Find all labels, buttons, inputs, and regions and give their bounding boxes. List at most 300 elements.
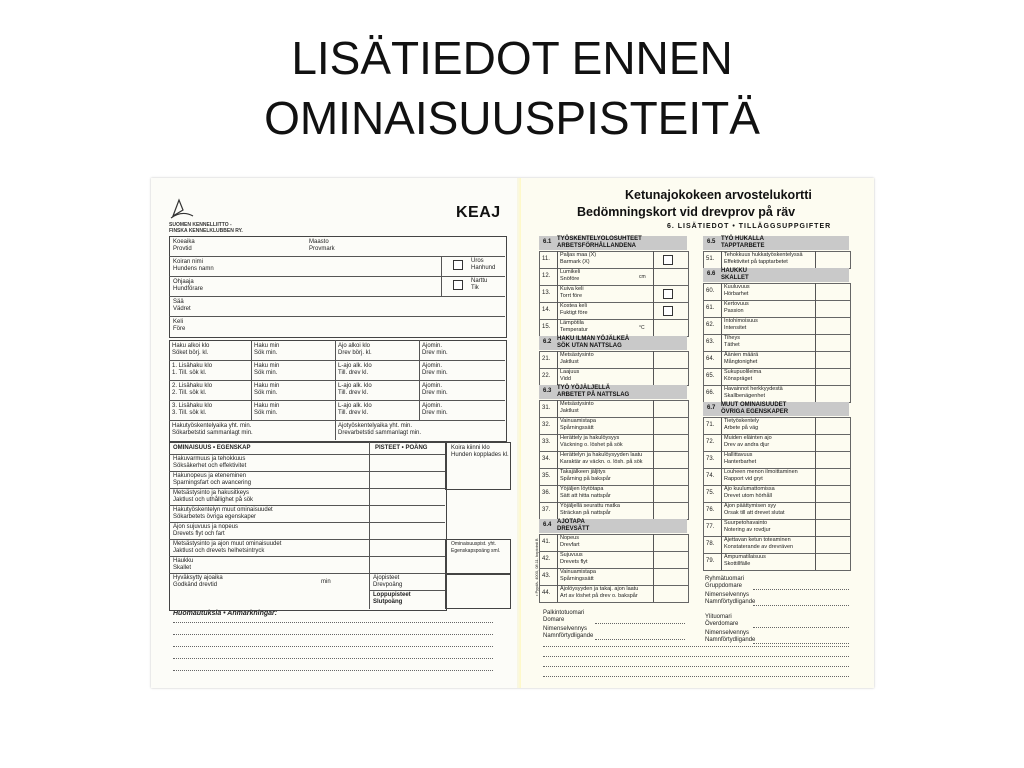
row-value-divider: [815, 519, 816, 536]
row-value-divider: [815, 351, 816, 368]
haku-3-d-fi: Ajomin.: [422, 403, 443, 409]
field-terrain-fi: Maasto: [309, 239, 329, 245]
row-value-divider: [815, 536, 816, 553]
col1-row-sv: Snöföre: [560, 276, 580, 282]
total-search-sv: Sökarbetstid sammanlagt min.: [172, 430, 253, 436]
row-value-divider: [815, 468, 816, 485]
row-value-divider: [815, 451, 816, 468]
prop-divider: [169, 522, 445, 523]
remark-line: [173, 634, 493, 635]
property-points-total-fi: Ominaisuuspist. yht.: [451, 541, 497, 547]
prop-5-sv: Jaktlust och drevets helhetsintryck: [173, 548, 265, 554]
row-num-divider: [721, 434, 722, 451]
row-num-divider: [721, 468, 722, 485]
col2-row-fi: Suurpetohavainto: [724, 520, 768, 526]
section-number: 6.6: [707, 271, 716, 277]
haku-total-col: [335, 420, 336, 440]
section-number: 6.1: [543, 239, 552, 245]
haku-0-b-fi: Haku min: [254, 343, 280, 349]
col1-row-number: 43.: [542, 573, 551, 579]
col2-row-number: 73.: [706, 456, 715, 462]
section-title: HAKU ILMAN YÖJÄLKEÄ SÖK UTAN NATTSLAG: [557, 336, 630, 349]
col2-row-number: 61.: [706, 305, 715, 311]
judge-right-1-sv: Namnförtydligande: [705, 599, 756, 605]
field-3-sv: Vädret: [173, 306, 191, 312]
col1-row-fi: Metsästysinto: [560, 401, 594, 407]
haku-row-divider: [169, 400, 505, 401]
row-num-divider: [557, 502, 558, 519]
row-num-divider: [557, 468, 558, 485]
row-num-divider: [557, 585, 558, 602]
col1-row-number: 35.: [542, 473, 551, 479]
judge-right-0-sv: Gruppdomare: [705, 583, 743, 589]
row-num-divider: [721, 536, 722, 553]
row-value-divider: [653, 568, 654, 585]
col2-row-number: 78.: [706, 541, 715, 547]
remark-line: [543, 676, 849, 677]
col1-row-fi: Nopeus: [560, 535, 579, 541]
col2-row-fi: Havainnot herkkyydestä: [724, 386, 783, 392]
col1-row-number: 41.: [542, 539, 551, 545]
org-name: SUOMEN KENNELLIITTO - FINSKA KENNELKLUBBEN RY.: [169, 222, 243, 234]
haku-3-c-fi: L-ajo alk. klo: [338, 403, 372, 409]
col2-row-sv: Effektivitet på tapptarbetet: [724, 259, 788, 265]
col1-row-fi: Sujuvuus: [560, 552, 583, 558]
haku-2-b-fi: Haku min: [254, 383, 280, 389]
col2-row-fi: Hallittavuus: [724, 452, 753, 458]
row-num-divider: [557, 434, 558, 451]
row-value-divider: [653, 351, 654, 368]
unit-label: cm: [639, 274, 646, 280]
section-title: TYÖSKENTELYOLOSUHTEET ARBETSFÖRHÅLLANDENA: [557, 236, 642, 249]
haku-row-divider: [169, 380, 505, 381]
row-num-divider: [721, 485, 722, 502]
col1-row-sv: Torrt före: [560, 293, 583, 299]
col1-row-fi: Laajuus: [560, 369, 580, 375]
row-value-divider: [653, 551, 654, 568]
signature-line: [595, 639, 685, 640]
prop-divider: [169, 556, 445, 557]
col2-section-head: [703, 268, 849, 282]
col1-row-sv: Drevets flyt: [560, 559, 588, 565]
haku-3-c-sv: Till. drev kl.: [338, 410, 369, 416]
total-drive-fi: Ajotyöskentelyaika yht. min.: [338, 423, 413, 429]
row-value-divider: [815, 417, 816, 434]
col2-row-number: 72.: [706, 439, 715, 445]
col2-row-number: 77.: [706, 524, 715, 530]
col2-row-number: 63.: [706, 339, 715, 345]
haku-total-divider: [169, 420, 505, 421]
section-number: 6.7: [707, 405, 716, 411]
row-num-divider: [557, 551, 558, 568]
haku-0-b-sv: Sök min.: [254, 350, 278, 356]
prop-divider: [169, 573, 445, 574]
col2-row-sv: Mångtonighet: [724, 359, 758, 365]
col1-row-number: 14.: [542, 307, 551, 313]
col2-row-fi: Intohimoisuus: [724, 318, 758, 324]
col1-row-fi: Lämpötila: [560, 320, 584, 326]
judge-right-2-sv: Överdomare: [705, 621, 739, 627]
signature-line: [753, 589, 849, 590]
col1-row-sv: Drevfart: [560, 542, 580, 548]
remark-line: [543, 646, 849, 647]
row-value-divider: [815, 385, 816, 402]
row-value-divider: [653, 285, 654, 302]
props-header: OMINAISUUS • EGENSKAP: [173, 445, 251, 451]
slide-title-line-2: OMINAISUUSPISTEITÄ: [264, 92, 760, 144]
col1-row-sv: Art av löshet på drev o. bakspår: [560, 593, 638, 599]
col2-row-sv: Konstaterande av drevräven: [724, 544, 794, 550]
col1-row-sv: Spårningssätt: [560, 576, 594, 582]
row-num-divider: [721, 519, 722, 536]
judge-right-0-fi: Ryhmätuomari: [705, 576, 745, 582]
haku-3-b-fi: Haku min: [254, 403, 280, 409]
row-value-divider: [653, 485, 654, 502]
prop-1-sv: Sparningsfart och avancering: [173, 480, 252, 486]
row-value-divider: [653, 302, 654, 319]
approved-drive-time-sv: Godkänd drevtid: [173, 582, 218, 588]
section-title: HAUKKU SKALLET: [721, 268, 749, 281]
prop-3-fi: Hakutyöskentelyn muut ominaisuudet: [173, 507, 273, 513]
col1-row-number: 15.: [542, 324, 551, 330]
right-title-sv: Bedömningskort vid drevprov på räv: [577, 205, 796, 219]
sex-0-fi: Uros: [471, 258, 484, 264]
section-title: TYÖ YÖJÄLJELLÄ ARBETET PÅ NATTSLAG: [557, 385, 630, 398]
row-value-divider: [653, 468, 654, 485]
col2-row-fi: Kuuluvuus: [724, 284, 750, 290]
haku-0-c-sv: Drev börj. kl.: [338, 350, 372, 356]
col1-row-number: 13.: [542, 290, 551, 296]
col2-row-number: 79.: [706, 558, 715, 564]
haku-0-c-fi: Ajo alkoi klo: [338, 343, 371, 349]
col2-row-sv: Rapport vid gryt: [724, 476, 763, 482]
judge-left-1-sv: Namnförtydligande: [543, 633, 594, 639]
col2-row-number: 65.: [706, 373, 715, 379]
col1-row-sv: Fuktigt före: [560, 310, 588, 316]
col1-row-number: 34.: [542, 456, 551, 462]
row-num-divider: [557, 302, 558, 319]
sex-0-sv: Hanhund: [471, 265, 496, 271]
col1-row-fi: Takajälkeen jäljitys: [560, 469, 606, 475]
haku-1-a-fi: 1. Lisähaku klo: [172, 363, 213, 369]
prop-5-fi: Metsästysinto ja ajon muut ominaisuudet: [173, 541, 282, 547]
prop-divider: [169, 454, 445, 455]
row-num-divider: [721, 553, 722, 570]
field-divider: [169, 316, 505, 317]
signature-line: [595, 623, 685, 624]
haku-0-d-fi: Ajomin.: [422, 343, 443, 349]
col1-row-number: 44.: [542, 590, 551, 596]
kennel-club-logo: [169, 196, 195, 220]
col2-section-head: [703, 236, 849, 250]
prop-4-sv: Drevets flyt och fart: [173, 531, 225, 537]
haku-1-d-sv: Drev min.: [422, 370, 448, 376]
right-title-fi: Ketunajokokeen arvostelukortti: [625, 188, 812, 202]
points-header: PISTEET • POÄNG: [375, 445, 428, 451]
col2-row-number: 51.: [706, 256, 715, 262]
col2-section-head: [703, 402, 849, 416]
final-points-sv: Slutpoäng: [373, 599, 403, 605]
remark-line: [173, 670, 493, 671]
col1-section-head: [539, 385, 687, 399]
col1-row-sv: Väckning o. löshet på sök: [560, 442, 623, 448]
field-divider: [169, 276, 505, 277]
haku-1-c-fi: L-ajo alk. klo: [338, 363, 372, 369]
col1-row-number: 11.: [542, 256, 550, 262]
section-title: AJOTAPA DREVSÄTT: [557, 519, 590, 532]
condition-checkbox[interactable]: [663, 255, 673, 265]
col2-row-sv: Intensitet: [724, 325, 747, 331]
col2-row-sv: Orsak till att drevet slutat: [724, 510, 785, 516]
sex-divider: [441, 256, 442, 296]
row-num-divider: [557, 534, 558, 551]
signature-line: [753, 643, 849, 644]
haku-1-b-sv: Sök min.: [254, 370, 278, 376]
prop-2-fi: Metsästysinto ja hakusitkeys: [173, 490, 250, 496]
haku-2-b-sv: Sök min.: [254, 390, 278, 396]
judge-left-0-sv: Domare: [543, 617, 565, 623]
section-number: 6.2: [543, 339, 552, 345]
col2-row-sv: Drevet utom hörhåll: [724, 493, 772, 499]
col2-row-sv: Skottillfälle: [724, 561, 751, 567]
col2-row-sv: Könspräget: [724, 376, 753, 382]
col2-row-fi: Ajon päättymisen syy: [724, 503, 776, 509]
row-value-divider: [815, 368, 816, 385]
field-2-sv: Hundförare: [173, 286, 204, 292]
row-value-divider: [653, 585, 654, 602]
haku-3-a-sv: 3. Till. sök kl.: [172, 410, 207, 416]
prop-0-fi: Hakuvarmuus ja tehokkuus: [173, 456, 246, 462]
haku-2-d-sv: Drev min.: [422, 390, 448, 396]
row-num-divider: [721, 283, 722, 300]
row-value-divider: [653, 268, 654, 285]
row-value-divider: [653, 451, 654, 468]
row-num-divider: [721, 502, 722, 519]
col1-row-fi: Yöjäljen löytötapa: [560, 486, 604, 492]
col1-section-head: [539, 519, 687, 533]
row-value-divider: [815, 434, 816, 451]
col1-row-fi: Vainuamistapa: [560, 418, 596, 424]
col1-row-fi: Kostea keli: [560, 303, 587, 309]
signature-line: [753, 605, 849, 606]
row-num-divider: [557, 319, 558, 336]
row-num-divider: [721, 451, 722, 468]
col2-row-fi: Sukupuolileima: [724, 369, 762, 375]
col1-row-number: 21.: [542, 356, 551, 362]
row-value-divider: [653, 400, 654, 417]
field-0-sv: Provtid: [173, 246, 192, 252]
field-divider: [169, 256, 505, 257]
remark-line: [543, 666, 849, 667]
col1-row-fi: Herättelyn ja hakulöysyyden laatu: [560, 452, 643, 458]
col1-row-fi: Vainuamistapa: [560, 569, 596, 575]
drive-points-sv: Drevpoäng: [373, 582, 403, 588]
row-num-divider: [557, 351, 558, 368]
haku-1-d-fi: Ajomin.: [422, 363, 443, 369]
col2-row-fi: Tehokkuus hukkatyöskentelyssä: [724, 252, 803, 258]
prop-divider: [169, 505, 445, 506]
col2-row-sv: Skallbenägenhet: [724, 393, 765, 399]
field-4-fi: Keli: [173, 319, 184, 325]
col1-row-fi: Lumikeli: [560, 269, 581, 275]
field-4-sv: Före: [173, 326, 186, 332]
col2-row-fi: Tiheys: [724, 335, 740, 341]
total-search-fi: Hakutyöskentelyaika yht. min.: [172, 423, 252, 429]
print-code: • Pyydä- 4000, 08.11. kopiointi B: [534, 538, 539, 596]
col2-row-fi: Ajo kuulumattomissa: [724, 486, 775, 492]
judge-right-3-sv: Namnförtydligande: [705, 637, 756, 643]
form-left-page: [151, 178, 521, 688]
section-title: TYÖ HUKALLA TAPPTARBETE: [721, 236, 765, 249]
col1-row-sv: Sträckan på nattspår: [560, 510, 611, 516]
section-6-title: 6. LISÄTIEDOT • TILLÄGGSUPPGIFTER: [667, 223, 832, 230]
row-value-divider: [815, 334, 816, 351]
col2-row-sv: Drev av andra djur: [724, 442, 770, 448]
field-1-fi: Koiran nimi: [173, 259, 204, 265]
approved-min: min: [321, 579, 331, 585]
row-num-divider: [557, 268, 558, 285]
condition-checkbox[interactable]: [663, 306, 673, 316]
col2-row-fi: Louheen menon ilmoittaminen: [724, 469, 798, 475]
col1-row-sv: Spårningssätt: [560, 425, 594, 431]
col1-row-sv: Karaktär av väckn. o. lösh. på sök: [560, 459, 643, 465]
field-3-fi: Sää: [173, 299, 184, 305]
col2-row-number: 64.: [706, 356, 715, 362]
col2-row-sv: Passion: [724, 308, 744, 314]
haku-3-d-sv: Drev min.: [422, 410, 448, 416]
col2-row-number: 76.: [706, 507, 715, 513]
remarks-label: Huomautuksia • Anmärkningar:: [173, 610, 278, 617]
judge-right-1-fi: Nimenselvennys: [705, 592, 750, 598]
col2-row-sv: Hanterbarhet: [724, 459, 757, 465]
field-divider: [169, 296, 505, 297]
col2-row-sv: Arbete på väg: [724, 425, 759, 431]
remark-line: [173, 646, 493, 647]
row-num-divider: [721, 317, 722, 334]
haku-0-a-sv: Söket börj. kl.: [172, 350, 209, 356]
total-drive-sv: Drevarbetstid sammanlagt min.: [338, 430, 422, 436]
row-num-divider: [557, 400, 558, 417]
dog-leashed-time-fi: Koira kiinni klo: [451, 445, 490, 451]
section-title: MUUT OMINAISUUDET ÖVRIGA EGENSKAPER: [721, 402, 789, 415]
row-num-divider: [721, 251, 722, 268]
row-num-divider: [721, 385, 722, 402]
dog-leashed-time-sv: Hunden kopplades kl.: [451, 452, 509, 458]
col1-row-number: 36.: [542, 490, 551, 496]
property-points-total-sv: Egenskapspoäng sml.: [451, 548, 501, 554]
prop-divider: [169, 471, 445, 472]
row-value-divider: [653, 434, 654, 451]
judge-left-1-fi: Nimenselvennys: [543, 626, 588, 632]
row-num-divider: [557, 568, 558, 585]
col1-row-fi: Yöjäljellä seurattu matka: [560, 503, 620, 509]
haku-1-c-sv: Till. drev kl.: [338, 370, 369, 376]
col2-row-fi: Ajettavan ketun toteaminen: [724, 537, 791, 543]
col2-row-number: 71.: [706, 422, 715, 428]
form-code: KEAJ: [456, 204, 501, 221]
row-value-divider: [653, 417, 654, 434]
haku-2-d-fi: Ajomin.: [422, 383, 443, 389]
row-value-divider: [815, 251, 816, 268]
row-num-divider: [557, 285, 558, 302]
row-value-divider: [815, 283, 816, 300]
row-num-divider: [721, 368, 722, 385]
property-sum-border: [445, 539, 511, 575]
haku-0-a-fi: Haku alkoi klo: [172, 343, 210, 349]
haku-2-a-fi: 2. Lisähaku klo: [172, 383, 213, 389]
prop-divider: [169, 539, 445, 540]
row-num-divider: [557, 485, 558, 502]
remark-line: [173, 622, 493, 623]
col1-row-sv: Sätt att hitta nattspår: [560, 493, 611, 499]
col1-row-number: 32.: [542, 422, 551, 428]
field-1-sv: Hundens namn: [173, 266, 214, 272]
remark-line: [173, 658, 493, 659]
judge-left-0-fi: Palkintotuomari: [543, 610, 585, 616]
row-num-divider: [557, 368, 558, 385]
judge-right-3-fi: Nimenselvennys: [705, 630, 750, 636]
unit-label: °C: [639, 325, 645, 331]
sex-checkbox[interactable]: [453, 260, 463, 270]
final-points-fi: Loppupisteet: [373, 592, 411, 598]
row-num-divider: [721, 300, 722, 317]
col1-section-head: [539, 336, 687, 350]
field-0-fi: Koeaika: [173, 239, 195, 245]
col1-row-number: 33.: [542, 439, 551, 445]
col1-row-fi: Paljas maa (X): [560, 252, 597, 258]
row-value-divider: [815, 300, 816, 317]
prop-3-sv: Sökarbetets övriga egenskaper: [173, 514, 257, 520]
col1-row-sv: Jaktlust: [560, 408, 579, 414]
slide-title: [0, 28, 1024, 148]
section-number: 6.3: [543, 388, 552, 394]
haku-1-b-fi: Haku min: [254, 363, 280, 369]
col1-row-fi: Metsästysinto: [560, 352, 594, 358]
col2-row-fi: Tietyöskentely: [724, 418, 759, 424]
loppu-divider: [369, 590, 445, 591]
row-num-divider: [721, 334, 722, 351]
col1-row-sv: Vidd: [560, 376, 571, 382]
row-value-divider: [815, 553, 816, 570]
col1-row-fi: Ajolöysyyden ja takaj. ajon laatu: [560, 586, 639, 592]
col2-row-number: 62.: [706, 322, 715, 328]
row-num-divider: [721, 351, 722, 368]
form-photo: [151, 178, 874, 688]
form-right-page: [521, 178, 874, 688]
col1-row-sv: Temperatur: [560, 327, 588, 333]
col1-row-sv: Jaktlust: [560, 359, 579, 365]
condition-checkbox[interactable]: [663, 289, 673, 299]
sex-checkbox[interactable]: [453, 280, 463, 290]
col2-row-sv: Notering av rovdjur: [724, 527, 771, 533]
drive-points-fi: Ajopisteet: [373, 575, 400, 581]
row-value-divider: [815, 317, 816, 334]
col1-row-number: 12.: [542, 273, 551, 279]
section-number: 6.4: [543, 522, 552, 528]
haku-2-c-sv: Till. drev kl.: [338, 390, 369, 396]
col2-row-number: 60.: [706, 288, 715, 294]
haku-1-a-sv: 1. Till. sök kl.: [172, 370, 207, 376]
field-terrain-sv: Provmark: [309, 246, 335, 252]
row-value-divider: [815, 502, 816, 519]
prop-divider: [169, 488, 445, 489]
row-num-divider: [557, 417, 558, 434]
col2-row-fi: Muiden eläinten ajo: [724, 435, 772, 441]
row-value-divider: [653, 319, 654, 336]
signature-line: [753, 627, 849, 628]
row-num-divider: [557, 251, 558, 268]
col1-row-fi: Kuiva keli: [560, 286, 584, 292]
